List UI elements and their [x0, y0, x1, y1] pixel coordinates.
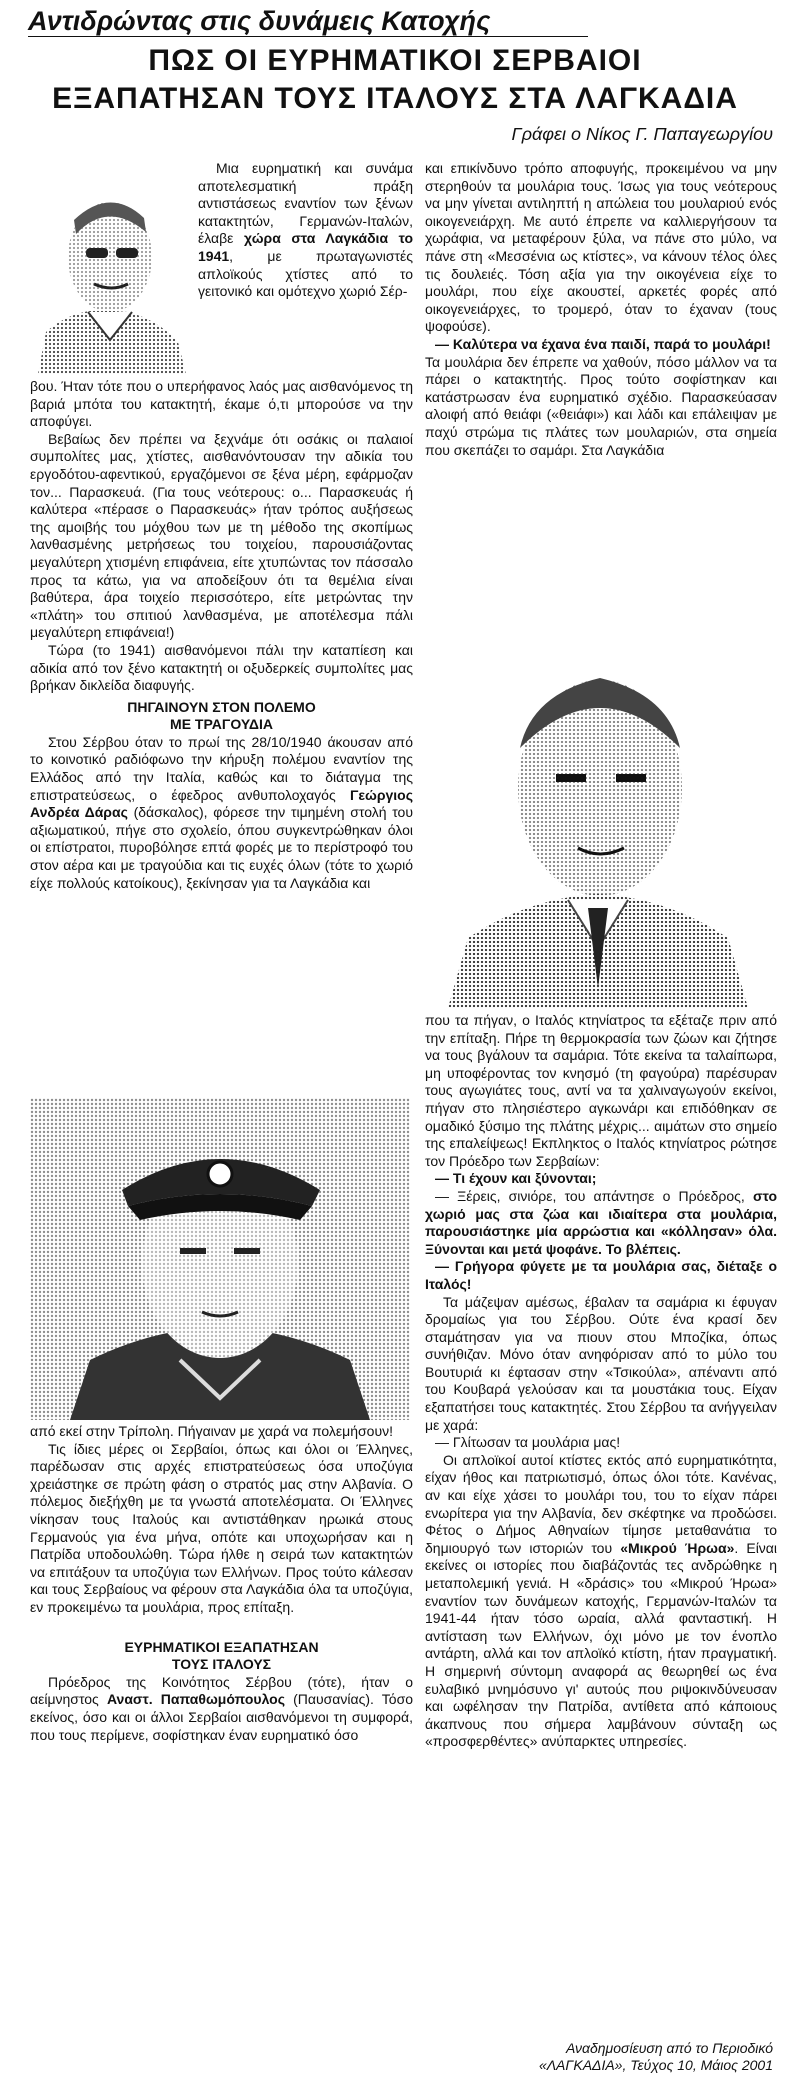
paragraph: Τώρα (το 1941) αισθανόμενοι πάλι την καταπίεση και αδικία από τον ξένο κατακτητή οι οξυδερκείς συμπολίτες μας βρήκαν δικλείδα διαφυγής.: [30, 641, 413, 694]
article-kicker: Αντιδρώντας στις δυνάμεις Κατοχής: [28, 6, 588, 37]
photo-officer: [30, 1098, 410, 1420]
byline: Γράφει ο Νίκος Γ. Παπαγεωργίου: [511, 124, 773, 144]
subheading: [30, 1639, 413, 1674]
quote: [425, 1258, 777, 1293]
subheading-line: ΠΗΓΑΙΝΟΥΝ ΣΤΟΝ ΠΟΛΕΜΟ: [127, 698, 316, 715]
quote: — Τι έχουν και ξύνονται;: [435, 1170, 597, 1187]
quote-text: διέταξε ο Ιταλός!: [425, 1258, 778, 1292]
subheading-line: ΜΕ ΤΡΑΓΟΥΔΙΑ: [170, 716, 273, 733]
paragraph-text: . Είναι εκείνες οι ιστορίες που διαβάζοντάς τες ανδρώθηκε η μεταπολεμική γενιά. Η «δράσις» του «Μικρού Ήρωα» εναντίον των δυνάμεων κατοχής, Γερμανών-Ιταλών τα 1941-44 ήταν τόσο ωραία, αλλά φανταστική. Η αντίσταση των Ελλήνων, όχι μόνο με τον ένοπλο αντάρτη, αλλά και τον απλοϊκό κτίστη, ήταν πραγματική. Η σημερινή σύντομη αναφορά ας θεωρηθεί ως ένα ευλαβικό μνημόσυνο γι' αυτούς που ριψοκινδύνευσαν και ωφέλησαν την Πατρίδα, αντίθετα από κάποιους άκαπνους που σήμερα λαμβάνουν σύνταξη ως «προσφερθέντες» ανύπαρκτες υπηρεσίες.: [425, 1539, 778, 1750]
intro-text-highlight: χώρα στα Λαγκάδια το 1941: [198, 230, 413, 264]
paragraph: βου. Ήταν τότε που ο υπερήφανος λαός μας αισθανόμενος τη βαριά μπότα του κατακτητή, έκαμε ό,τι μπορούσε να την αποφύγει.: [30, 378, 413, 430]
paragraph: και επικίνδυνο τρόπο αποφυγής, προκειμένου να μην στερηθούν τα μουλάρια τους. Ίσως για τους νεότερους να μην γίνεται αντιληπτή η απώλεια του μουλαριού ενός οικογενειάρχη. Με αυτό έπρεπε να καλλιεργήσουν τα χωράφια, να μεταφέρουν ξύλα, να πάνε στο μύλο, να πάνε στη «Μεσσένια ως κτίστες», να κάνουν τέλος όλες τις δουλειές. Τόση αξία για την οικογένεια είχε το μουλάρι, που είχε ακουστεί, αρκετές φορές από οικογενειάρχες, το τρομερό, όταν το έχαναν (τους ψοφούσε).: [425, 160, 777, 335]
quote-text: — Γρήγορα φύγετε με τα μουλάρια σας,: [435, 1258, 711, 1275]
paragraph: που τα πήγαν, ο Ιταλός κτηνίατρος τα εξέταζε πριν από την επίταξη. Πήρε τη θερμοκρασία των ζώων και ζήτησε να τους βγάλουν τα σαμάρια. Τότε εκείνα τα ταλαίπωρα, μη υποφέροντας τον κνησμό (τη φαγούρα) παρέσυραν τους αγωγιάτες τους, αντί να τα χαλιναγωγούν εκείνοι, πήγαν στο πλησιέστερο αγκωνάρι και επιδόθηκαν σε ομαδικό ξύσιμο της πλάτης μέχρις... αιμάτων στο σημείο της επαλείψεως! Εκπληκτος ο Ιταλός κτηνίατρος ρώτησε τον Πρόεδρο των Σερβαίων:: [425, 1012, 777, 1169]
column-2-bottom: [425, 1012, 777, 1751]
paragraph-text: (Παυσανίας). Τόσο εκείνος, όσο και οι άλλοι Σερβαίοι αισθανόμενοι τη συμφορά, που τους περίμενε, σοφίστηκαν έναν ευρηματικό όσο: [30, 1691, 413, 1743]
column-1-intro: [198, 160, 413, 301]
subheading: [30, 699, 413, 734]
paragraph: Τα μάζεψαν αμέσως, έβαλαν τα σαμάρια κι έφυγαν δρομαίως για του Σέρβου. Ούτε ένα κρασί δεν σταμάτησαν για να πιουν στου Μποζίκα, όπως συνήθιζαν. Μόνο όταν ανηφόρισαν από το μύλο του Βουτυριά κι έφτασαν στην «Τσικούλα», απέναντι από του Κουβαρά γελούσαν και τα μουστάκια τους. Είχαν εξαπατήσει τους κατακτητές. Στου Σέρβου τα ανήγγειλαν με χαρά:: [425, 1293, 777, 1433]
paragraph-text: Οι απλοϊκοί αυτοί κτίστες εκτός από ευρηματικότητα, είχαν ήθος και πατριωτισμό, όπως όλοι τότε. Κανένας, αν και είχε χάσει το μουλάρι του, του το είχαν πάρει ενωρίτερα για την Αλβανία, δεν σκέφτηκε να προδώσει. Φέτος ο Δήμος Αθηναίων τίμησε μεταθανάτια το δημιουργό των ιστοριών του: [425, 1451, 777, 1556]
photo-elderly-man: [28, 162, 190, 374]
quote: — Καλύτερα να έχανα ένα παιδί, παρά το μουλάρι!: [435, 335, 771, 352]
source-line: «ΛΑΓΚΑΔΙΑ», Τεύχος 10, Μάιος 2001: [538, 2057, 773, 2073]
paragraph-text: Στου Σέρβου όταν το πρωί της 28/10/1940 άκουσαν από το κοινοτικό ραδιόφωνο την κήρυξη πολέμου εναντίον της Ελλάδος από την Ιταλία, καθώς και το διάταγμα της επιστρατεύσεως, ο έφεδρος ανθυπολοχαγός: [30, 733, 413, 803]
paragraph: Τις ίδιες μέρες οι Σερβαίοι, όπως και όλοι οι Έλληνες, παρέδωσαν στις αρχές επιστρατεύσεως όσα υποζύγια χρειάστηκε σε πρώτη φάση ο στρατός μας στην Αλβανία. Ο πόλεμος διεξήχθη με τα γνωστά αποτελέσματα. Οι Έλληνες νίκησαν τους Ιταλούς και αντιστάθηκαν ηρωικά στους Γερμανούς για ένα μήνα, οπότε και υποχωρήσαν και η Πατρίδα υποδουλώθη. Τώρα ήλθε η σειρά των κατακτητών να επιτάξουν τα υποζύγια των Ελλήνων. Προς τούτο κάλεσαν και τους Σερβαίους να φέρουν στα Λαγκάδια όλα τα υποζύγια, εν προκειμένω τα μουλάρια, προς επίταξη.: [30, 1440, 413, 1615]
paragraph-text: (δάσκαλος), φόρεσε την τιμημένη στολή του αξιωματικού, πήγε στο σχολείο, όπου συγκεντρώθηκαν όλοι οι επίστρατοι, πυροβόλησε επτά φορές με το περίστροφό του στον αέρα και με τραγούδια και τις ευχές όλων (τότε το χωριό είχε πολλούς κατοίκους), ξεκίνησαν για τα Λαγκάδια και: [30, 804, 414, 891]
paragraph: [425, 1452, 777, 1751]
source-line: Αναδημοσίευση από το Περιοδικό: [565, 2040, 773, 2056]
column-1-body: [30, 378, 413, 892]
paragraph: [30, 734, 413, 892]
paragraph: [30, 1674, 413, 1744]
intro-text-a: Μια ευρηματική και συνάμα αποτελεσματική πράξη αντιστάσεως εναντίον των ξένων κατακτητών, Γερμανών-Ιταλών, έλαβε: [198, 160, 413, 247]
photo-man-in-suit: [428, 608, 768, 1008]
quote-text: — Ξέρεις, σινιόρε, του απάντησε ο Πρόεδρος,: [435, 1187, 745, 1204]
article-headline: [20, 42, 770, 118]
subheading-line: ΕΥΡΗΜΑΤΙΚΟΙ ΕΞΑΠΑΤΗΣΑΝ: [124, 1638, 319, 1655]
person-name: Γεώργιος Ανδρέα Δάρας: [30, 786, 413, 821]
paragraph: Τα μουλάρια δεν έπρεπε να χαθούν, πόσο μάλλον να τα πάρει ο κατακτητής. Προς τούτο σοφίστηκαν και κατάστρωσαν ένα ευρηματικό σχέδιο. Παρασκεύασαν αλοιφή από θειάφι («θειάφι») και λάδι και επάλειψαν με παχύ στρώμα τις πλάτες των μουλαριών, στα σημεία που σκεπάζει το σαμάρι. Στα Λαγκάδια: [425, 353, 777, 458]
paragraph: Βεβαίως δεν πρέπει να ξεχνάμε ότι οσάκις οι παλαιοί συμπολίτες μας, χτίστες, αισθανόντουσαν την αδικία του εργοδότου-αφεντικού, εργαζόμενοι σε ξένα μέρη, εφάρμοζαν τον... Παρασκευά. (Για τους νεότερους: ο... Παρασκευάς ή καλύτερα «πέρασε ο Παρασκευάς» ήταν τρόπος αυξήσεως της αμοιβής του μόχθου των με τη μέθοδο της σκοπίμως λανθασμένης μετρήσεως του τοιχείου, παρουσιάζοντας μεγαλύτερη χτισμένη επιφάνεια, είτε χτυπώντας τον πάσσαλο προς τα κάτω, για να αποδείξουν ότι τα θεμέλια είναι βαθύτερα, άρα τοιχείο περισσότερο, είτε μετρώντας την «πλάτη» του σπιτιού λανθασμένα, με αποτέλεσμα πάλι μεγαλύτερη επιφάνεια!): [30, 430, 413, 641]
quote: [425, 1188, 777, 1258]
paragraph: από εκεί στην Τρίπολη. Πήγαιναν με χαρά να πολεμήσουν!: [30, 1423, 394, 1439]
paragraph-text: Πρόεδρος της Κοινότητος Σέρβου (τότε), ήταν ο αείμνηστος: [30, 1673, 413, 1708]
headline-line-1: ΠΩΣ ΟΙ ΕΥΡΗΜΑΤΙΚΟΙ ΣΕΡΒΑΙΟΙ: [148, 44, 642, 77]
column-2-top: [425, 160, 777, 459]
intro-text-c: , με πρωταγωνιστές απλοϊκούς χτίστες από το γειτονικό και ομότεχνο χωριό Σέρ-: [198, 247, 413, 300]
magazine-name: «Μικρού Ήρωα»: [620, 1539, 735, 1556]
headline-line-2: ΕΞΑΠΑΤΗΣΑΝ ΤΟΥΣ ΙΤΑΛΟΥΣ ΣΤΑ ΛΑΓΚΑΔΙΑ: [52, 82, 738, 115]
subheading-line: ΤΟΥΣ ΙΤΑΛΟΥΣ: [171, 1656, 272, 1673]
source-note: [443, 2040, 773, 2074]
person-name: Αναστ. Παπαθωμόπουλος: [106, 1691, 286, 1708]
column-1-lower: [30, 1423, 413, 1744]
quote: — Γλίτωσαν τα μουλάρια μας!: [435, 1434, 621, 1451]
quote-text-bold: στο χωριό μας στα ζώα και ιδιαίτερα στα μουλάρια, παρουσιάστηκε μία αρρώστια και «κόλλησαν» όλα. Ξύνονται και μετά ψοφάνε. Το βλέπεις.: [425, 1187, 778, 1257]
